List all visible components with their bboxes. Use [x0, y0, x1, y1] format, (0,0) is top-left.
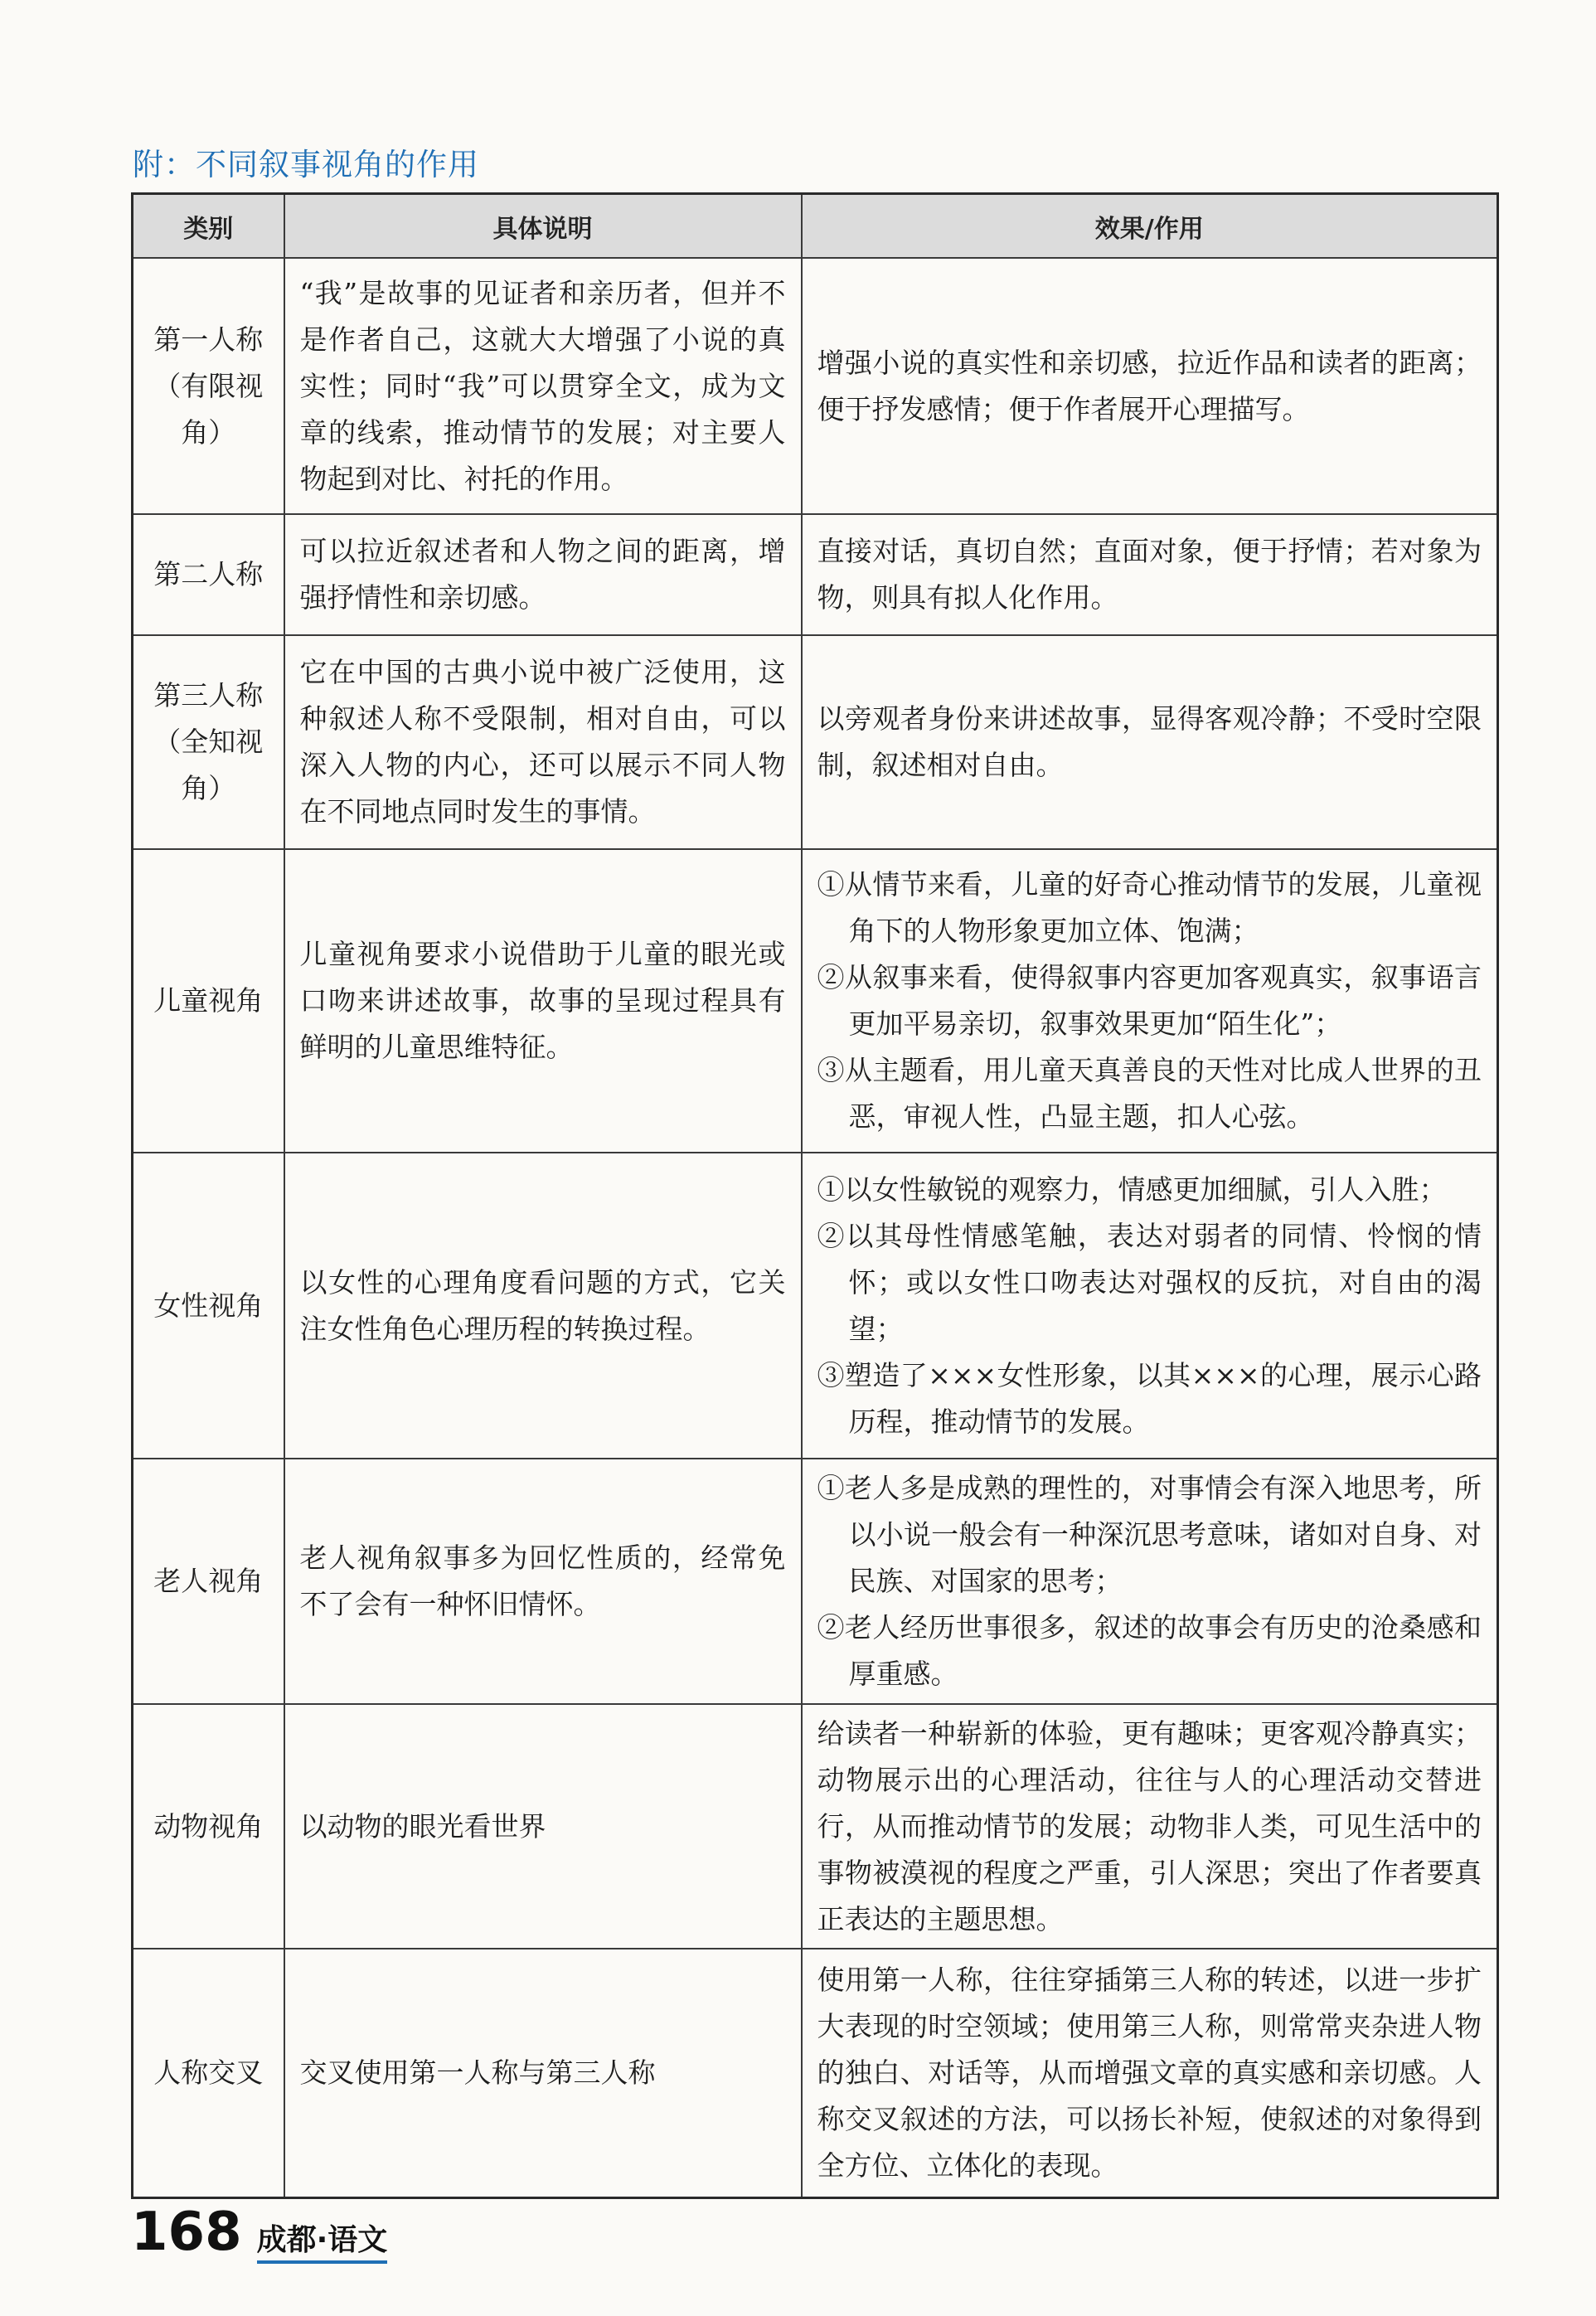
effect-text: 增强小说的真实性和亲切感，拉近作品和读者的距离；便于抒发感情；便于作者展开心理描写。 [817, 346, 1482, 425]
narrative-perspective-table [131, 192, 1499, 2199]
row-description: “我”是故事的见证者和亲历者，但并不是作者自己，这就大大增强了小说的真实性；同时“我”可以贯穿全文，成为文章的线索，推动情节的发展；对主要人物起到对比、衬托的作用。 [284, 258, 802, 514]
row-category: 人称交叉 [133, 1949, 284, 2197]
row-category: 第三人称（全知视角） [133, 635, 284, 849]
page-number: 168 [131, 2202, 242, 2263]
row-description: 以动物的眼光看世界 [284, 1704, 802, 1949]
effect-point: ②老人经历世事很多，叙述的故事会有历史的沧桑感和厚重感。 [817, 1611, 1482, 1690]
effect-point: ①老人多是成熟的理性的，对事情会有深入地思考，所以小说一般会有一种深沉思考意味，诸如对自身、对民族、对国家的思考； [817, 1472, 1482, 1597]
effect-text: 使用第一人称，往往穿插第三人称的转述，以进一步扩大表现的时空领域；使用第三人称，则常常夹杂进人物的独白、对话等，从而增强文章的真实感和亲切感。人称交叉叙述的方法，可以扬长补短，使叙述的对象得到全方位、立体化的表现。 [817, 1963, 1482, 2182]
table-row [133, 514, 1498, 635]
header-description: 具体说明 [284, 194, 802, 259]
row-description: 交叉使用第一人称与第三人称 [284, 1949, 802, 2197]
effect-point: ②以其母性情感笔触，表达对弱者的同情、怜悯的情怀；或以女性口吻表达对强权的反抗，对自由的渴望； [817, 1219, 1482, 1345]
effect-point: ①从情节来看，儿童的好奇心推动情节的发展，儿童视角下的人物形象更加立体、饱满； [817, 868, 1482, 947]
effect-text: 以旁观者身份来讲述故事，显得客观冷静；不受时空限制，叙述相对自由。 [817, 702, 1482, 781]
effect-point: ③从主题看，用儿童天真善良的天性对比成人世界的丑恶，审视人性，凸显主题，扣人心弦。 [817, 1054, 1482, 1133]
effect-text: 直接对话，真切自然；直面对象，便于抒情；若对象为物，则具有拟人化作用。 [817, 535, 1482, 614]
page-footer [131, 2202, 387, 2264]
effect-point: ②从叙事来看，使得叙事内容更加客观真实，叙事语言更加平易亲切，叙事效果更加“陌生化”； [817, 961, 1482, 1040]
row-category: 老人视角 [133, 1459, 284, 1704]
table-row [133, 258, 1498, 514]
row-effects [802, 1949, 1498, 2197]
table-row [133, 1949, 1498, 2197]
table-header-row [133, 194, 1498, 259]
table-row [133, 1153, 1498, 1459]
row-category: 儿童视角 [133, 849, 284, 1153]
book-title: 成都·语文 [257, 2216, 388, 2264]
row-effects [802, 1153, 1498, 1459]
row-description: 它在中国的古典小说中被广泛使用，这种叙述人称不受限制，相对自由，可以深入人物的内心，还可以展示不同人物在不同地点同时发生的事情。 [284, 635, 802, 849]
row-category: 女性视角 [133, 1153, 284, 1459]
row-effects [802, 1459, 1498, 1704]
row-effects [802, 1704, 1498, 1949]
section-heading: 附：不同叙事视角的作用 [133, 147, 479, 182]
row-effects [802, 258, 1498, 514]
row-category: 第二人称 [133, 514, 284, 635]
row-category: 第一人称（有限视角） [133, 258, 284, 514]
row-description: 以女性的心理角度看问题的方式，它关注女性角色心理历程的转换过程。 [284, 1153, 802, 1459]
effect-point: ③塑造了×××女性形象，以其×××的心理，展示心路历程，推动情节的发展。 [817, 1358, 1482, 1438]
table-row [133, 1704, 1498, 1949]
row-category: 动物视角 [133, 1704, 284, 1949]
row-description: 儿童视角要求小说借助于儿童的眼光或口吻来讲述故事，故事的呈现过程具有鲜明的儿童思维特征。 [284, 849, 802, 1153]
header-category: 类别 [133, 194, 284, 259]
row-effects [802, 514, 1498, 635]
header-effects: 效果/作用 [802, 194, 1498, 259]
row-effects [802, 635, 1498, 849]
table-row [133, 1459, 1498, 1704]
effect-point: ①以女性敏锐的观察力，情感更加细腻，引人入胜； [817, 1173, 1447, 1206]
effect-text: 给读者一种崭新的体验，更有趣味；更客观冷静真实；动物展示出的心理活动，往往与人的心理活动交替进行，从而推动情节的发展；动物非人类，可见生活中的事物被漠视的程度之严重，引人深思；突出了作者要真正表达的主题思想。 [817, 1716, 1482, 1935]
row-description: 可以拉近叙述者和人物之间的距离，增强抒情性和亲切感。 [284, 514, 802, 635]
row-effects [802, 849, 1498, 1153]
table-row [133, 635, 1498, 849]
row-description: 老人视角叙事多为回忆性质的，经常免不了会有一种怀旧情怀。 [284, 1459, 802, 1704]
table-row [133, 849, 1498, 1153]
